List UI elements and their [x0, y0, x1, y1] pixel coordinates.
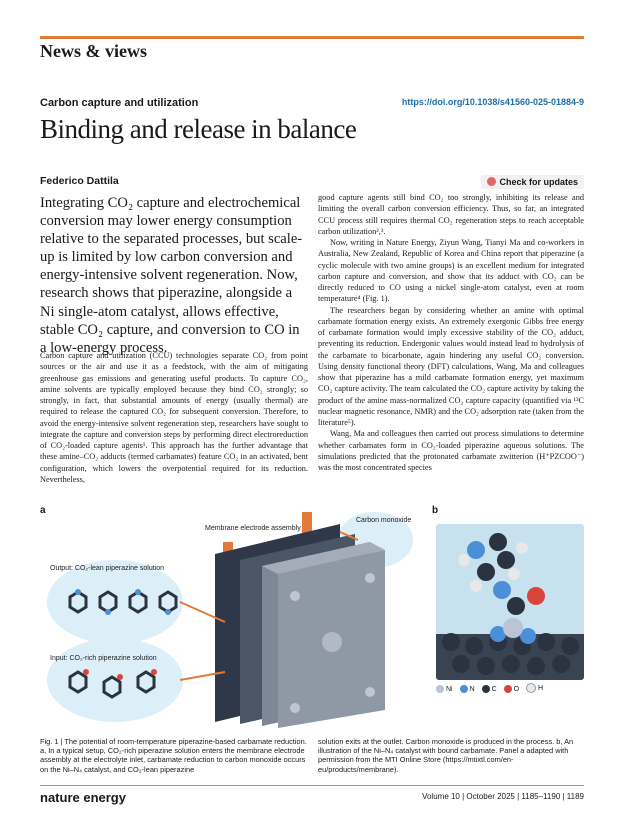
- body-right-paragraph: good capture agents still bind CO₂ too strongly, inhibiting its release and limiting the overall carbon conversion efficiency. Thus, so far, an integrated CCU process still requires thermal CO₂ regeneration steps to reach acceptable carbon utilization²,³.: [318, 193, 584, 236]
- legend-item: [436, 685, 453, 693]
- legend-label: N: [469, 685, 475, 693]
- membrane-label: Membrane electrode assembly: [205, 525, 301, 532]
- body-text-right: [318, 192, 584, 473]
- legend-swatch: [460, 685, 468, 693]
- body-right-paragraph: The researchers began by considering whether an amine with optimal carbamate formation energy exists. An extremely exergonic Gibbs free energy of carbamate formation would imply excessive stability of the CO₂ adduct, preventing its reduction. Endergonic values would instead lead to hydrolysis of the carbamate to bicarbonate, again hindering any useful CO₂ conversion. Using density functional theory (DFT) calculations, Wang, Ma and colleagues show that piperazine has a mild carbamate formation energy, yet maximum CO₂ capture activity. The team calculated the CO₂ capture activity by taking the product of the amine mass-normalized CO₂ capture capacity (quantified via ¹³C nuclear magnetic resonance, NMR) and the CO₂ adsorption rate (taken from the literature⁵).: [318, 305, 584, 427]
- panel-a-label: a: [40, 505, 46, 516]
- legend-item: [460, 685, 475, 693]
- check-updates-label: Check for updates: [499, 177, 578, 187]
- footer-rule: [40, 785, 584, 786]
- author-name: Federico Dattila: [40, 175, 119, 187]
- legend-label: H: [538, 684, 544, 692]
- output-label: Output: CO₂-lean piperazine solution: [50, 565, 165, 572]
- figure-caption-left: Fig. 1 | The potential of room-temperature piperazine-based carbamate reduction. a, In a typical setup, CO₂-rich piperazine solution enters the membrane electrode assembly at the electrolyte inlet, carbamate reduction to carbon monoxide occurs on the Ni–N₄ catalyst, and CO₂-lean piperazine: [40, 737, 307, 774]
- body-left-paragraph: Carbon capture and utilization (CCU) technologies separate CO₂ from point sources or the air and use it as a feedstock, with the aim of mitigating greenhouse gas emissions and generating useful products. To capture CO₂, amine solvents are typically employed because they bind CO₂ strongly; so strongly, in fact, that substantial amounts of energy (usually thermal) are required to release the captured CO₂ for subsequent conversion. Therefore, to avoid the energy-intensive solvent regeneration step, researchers have sought to integrate the capture and conversion steps by performing direct electroreduction of CO₂-loaded capture agents¹. This approach has the further advantage that these amine–CO₂ adducts (termed carbamates) feature CO₂ in an activated, bent configuration, which lowers the overpotential required for its reduction. Nevertheless,: [40, 351, 308, 484]
- legend-swatch: [436, 685, 444, 693]
- update-icon: [487, 177, 496, 186]
- standfirst: Integrating CO₂ capture and electrochemical conversion may lower energy consumption relative to the separated processes, but scale-up is limited by low carbon conversion and energy-intensive solvent regeneration. Now, research shows that piperazine, alongside a Ni single-atom catalyst, allows effective, stable CO₂ capture, and conversion to CO in a low-energy process.: [40, 195, 303, 356]
- legend-swatch: [526, 683, 536, 693]
- ni-n4-catalyst-illustration: [436, 524, 584, 680]
- legend-swatch: [504, 685, 512, 693]
- legend-label: C: [491, 685, 497, 693]
- figure-caption-right: solution exits at the outlet. Carbon monoxide is produced in the process. b, An illustration of the Ni–N₄ catalyst with bound carbamate. Panel a adapted with permission from the MTI Online Store (https://mtixtl.com/en-eu/products/membrane).: [318, 737, 574, 774]
- top-accent-rule: [40, 36, 584, 39]
- legend-item: [526, 683, 543, 693]
- legend-label: Ni: [446, 685, 453, 693]
- page-info: Volume 10 | October 2025 | 1185–1190 | 1189: [422, 792, 584, 801]
- topic-label: Carbon capture and utilization: [40, 97, 199, 109]
- body-right-paragraph: Now, writing in Nature Energy, Ziyun Wang, Tianyi Ma and co-workers in Australia, New Zealand, Republic of Korea and China report that piperazine (a cyclic molecule with two amine groups) is an excellent medium for integrated carbon capture and conversion, and show that its adduct with CO₂ can be directly reduced to CO using a nickel single-atom catalyst, even at room temperature⁴ (Fig. 1).: [318, 238, 584, 304]
- figure-panel-a: [40, 512, 420, 728]
- electrode-assembly: [215, 512, 385, 728]
- legend-swatch: [482, 685, 490, 693]
- panel-b-label: b: [432, 505, 439, 516]
- figure-panel-b: [436, 524, 584, 680]
- co-label: Carbon monoxide: [356, 517, 412, 524]
- article-title: Binding and release in balance: [40, 114, 357, 144]
- input-label: Input: CO₂-rich piperazine solution: [50, 655, 157, 662]
- body-right-paragraph: Wang, Ma and colleagues then carried out process simulations to determine whether carbamates form in CO₂-loaded piperazine aqueous solutions. The simulations predicted that the protonated carbamate zwitterion (H⁺PZCOO⁻) was the most concentrated species: [318, 429, 584, 472]
- check-updates-button[interactable]: [481, 175, 584, 189]
- element-legend: [436, 683, 584, 697]
- legend-item: [482, 685, 497, 693]
- legend-item: [504, 685, 519, 693]
- body-text-left: [40, 350, 308, 485]
- legend-label: O: [513, 685, 520, 693]
- doi-link[interactable]: https://doi.org/10.1038/s41560-025-01884-9: [401, 97, 584, 107]
- journal-brand: nature energy: [40, 790, 126, 805]
- section-label: News & views: [40, 41, 147, 61]
